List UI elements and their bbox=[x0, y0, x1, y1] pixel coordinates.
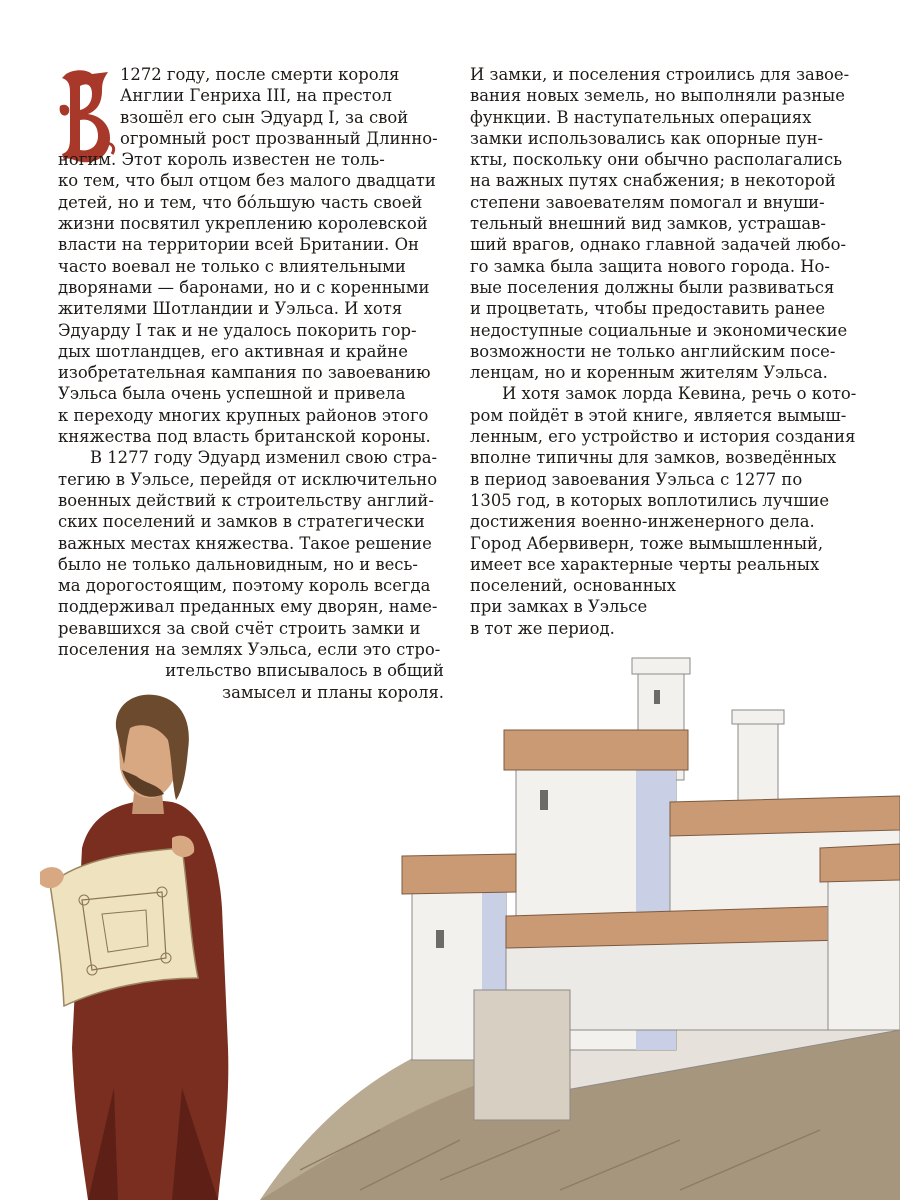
paragraph-line: Город Абервиверн, тоже вымышленный, bbox=[470, 533, 824, 553]
paragraph-line: часто воевал не только с влиятельными bbox=[58, 256, 406, 276]
paragraph-line: в тот же период. bbox=[470, 618, 615, 638]
castle-illustration bbox=[260, 630, 900, 1200]
paragraph-line: ший врагов, однако главной задачей любо- bbox=[470, 235, 847, 255]
paragraph-line: И замки, и поселения строились для завое- bbox=[470, 65, 850, 84]
paragraph-line: недоступные социальные и экономические bbox=[470, 320, 848, 340]
paragraph-line: при замках в Уэльсе bbox=[470, 597, 648, 617]
paragraph-line: было не только дальновидным, но и весь- bbox=[58, 554, 418, 574]
paragraph-line: 1305 год, в которых воплотились лучшие bbox=[470, 490, 830, 510]
paragraph-line: ленцам, но и коренным жителям Уэльса. bbox=[470, 363, 828, 383]
paragraph-line: вые поселения должны были развиваться bbox=[470, 277, 835, 297]
paragraph-line: вполне типичны для замков, возведённых bbox=[470, 448, 837, 468]
paragraph-line: 1272 году, после смерти короля bbox=[120, 65, 400, 84]
paragraph-line: ленным, его устройство и история создания bbox=[470, 427, 856, 447]
paragraph-line: на важных путях снабжения; в некоторой bbox=[470, 171, 836, 191]
paragraph-line: княжества под власть британской короны. bbox=[58, 427, 431, 447]
paragraph-line: и процветать, чтобы предоставить ранее bbox=[470, 299, 826, 319]
paragraph-line: И хотя замок лорда Кевина, речь о кото- bbox=[502, 384, 857, 404]
paragraph-line: В 1277 году Эдуард изменил свою стра- bbox=[90, 448, 438, 468]
paragraph-line: замки использовались как опорные пун- bbox=[470, 128, 824, 148]
paragraph-line: важных местах княжества. Такое решение bbox=[58, 533, 432, 553]
paragraph-line: функции. В наступательных операциях bbox=[470, 107, 812, 127]
paragraph-line: тельный внешний вид замков, устрашав- bbox=[470, 214, 826, 234]
paragraph-line: степени завоевателям помогал и внуши- bbox=[470, 192, 825, 212]
paragraph-line: кты, поскольку они обычно располагались bbox=[470, 150, 843, 170]
paragraph-line: достижения военно-инженерного дела. bbox=[470, 512, 815, 532]
paragraph-line: ских поселений и замков в стратегически bbox=[58, 512, 425, 532]
paragraph-line: военных действий к строительству англий- bbox=[58, 490, 434, 510]
paragraph-line: изобретательная кампания по завоеванию bbox=[58, 363, 431, 383]
paragraph-line: Эдуарду I так и не удалось покорить гор- bbox=[58, 320, 417, 340]
paragraph-line: к переходу многих крупных районов этого bbox=[58, 405, 429, 425]
paragraph-line: ревавшихся за свой счёт строить замки и bbox=[58, 618, 421, 638]
paragraph-line: тегию в Уэльсе, перейдя от исключительно bbox=[58, 469, 438, 489]
paragraph-line: жителями Шотландии и Уэльса. И хотя bbox=[58, 299, 403, 319]
paragraph-line: детей, но и тем, что бо́льшую часть своей bbox=[58, 192, 423, 212]
paragraph-line: имеет все характерные черты реальных bbox=[470, 554, 820, 574]
paragraph-line: дворянами — баронами, но и с коренными bbox=[58, 277, 430, 297]
paragraph-line: возможности не только английским посе- bbox=[470, 341, 836, 361]
paragraph-line: замысел и планы короля. bbox=[222, 682, 444, 702]
paragraph-line: поселения на землях Уэльса, если это стро- bbox=[58, 640, 441, 660]
paragraph-line: ко тем, что был отцом без малого двадцати bbox=[58, 171, 436, 191]
text-column-left bbox=[58, 64, 450, 703]
text-column-right bbox=[470, 64, 870, 639]
paragraph-line: поддерживал преданных ему дворян, наме- bbox=[58, 597, 438, 617]
paragraph-line: ительство вписывалось в общий bbox=[165, 661, 444, 681]
paragraph-line: дых шотландцев, его активная и крайне bbox=[58, 341, 408, 361]
paragraph-line: ногим. Этот король известен не толь- bbox=[58, 150, 385, 170]
paragraph-line: Англии Генриха III, на престол bbox=[120, 86, 392, 106]
paragraph-line: ма дорогостоящим, поэтому король всегда bbox=[58, 576, 431, 596]
paragraph-line: огромный рост прозванный Длинно- bbox=[120, 128, 438, 148]
paragraph-line: го замка была защита нового города. Но- bbox=[470, 256, 830, 276]
paragraph-line: ром пойдёт в этой книге, является вымыш- bbox=[470, 405, 847, 425]
paragraph-line: поселений, основанных bbox=[470, 576, 676, 596]
paragraph-line: в период завоевания Уэльса с 1277 по bbox=[470, 469, 803, 489]
paragraph-line: взошёл его сын Эдуард I, за свой bbox=[120, 107, 409, 127]
paragraph-line: вания новых земель, но выполняли разные bbox=[470, 86, 845, 106]
man-with-plan-illustration bbox=[22, 688, 242, 1200]
paragraph-line: жизни посвятил укреплению королевской bbox=[58, 214, 428, 234]
paragraph-line: власти на территории всей Британии. Он bbox=[58, 235, 419, 255]
paragraph-line: Уэльса была очень успешной и привела bbox=[58, 384, 406, 404]
